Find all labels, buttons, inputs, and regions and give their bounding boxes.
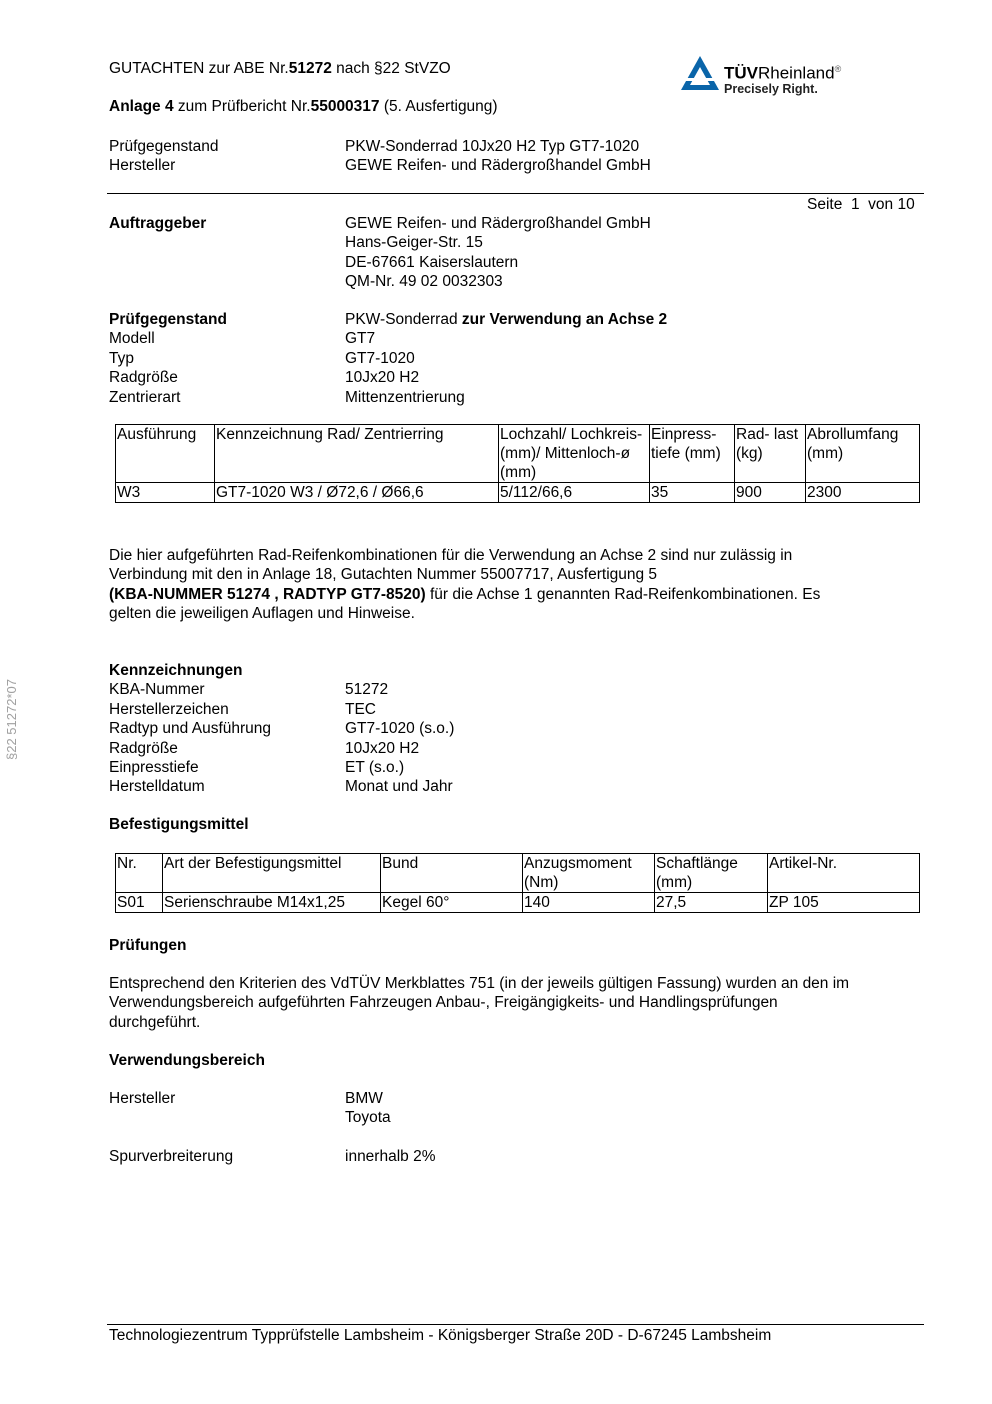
subject-values bbox=[345, 310, 667, 407]
subject-header-values bbox=[345, 137, 651, 176]
table-cell: 140 bbox=[523, 893, 655, 913]
markings-label: Einpresstiefe bbox=[109, 758, 199, 776]
table-header-cell: Artikel-Nr. bbox=[768, 854, 920, 893]
tests-line: durchgeführt. bbox=[109, 1013, 201, 1031]
logo-registered: ® bbox=[834, 64, 842, 74]
axle-note-line: gelten die jeweiligen Auflagen und Hinweise. bbox=[109, 605, 415, 623]
subject-labels bbox=[109, 310, 227, 407]
fasteners-table bbox=[115, 853, 920, 913]
tests-heading-block bbox=[109, 936, 187, 955]
header-title-suffix: nach §22 StVZO bbox=[331, 60, 451, 77]
tuv-logo bbox=[680, 54, 870, 104]
annex-label: Anlage 4 bbox=[109, 98, 174, 115]
kba-reference: (KBA-NUMMER 51274 , RADTYP GT7-8520) bbox=[109, 585, 426, 603]
header-annex bbox=[109, 97, 498, 116]
axle-note-line: Verbindung mit den in Anlage 18, Gutachten Nummer 55007717, Ausfertigung 5 bbox=[109, 566, 658, 584]
logo-brand-rest: Rheinland bbox=[758, 63, 835, 83]
usage-manufacturer: Toyota bbox=[345, 1109, 391, 1127]
table-cell: ZP 105 bbox=[768, 893, 920, 913]
manufacturer-header-value: GEWE Reifen- und Rädergroßhandel GmbH bbox=[345, 157, 651, 175]
usage-manufacturer-label-block bbox=[109, 1089, 175, 1108]
table-cell: 35 bbox=[650, 483, 735, 503]
subject-label: Modell bbox=[109, 330, 155, 348]
logo-brand-bold: TÜV bbox=[724, 63, 758, 83]
wheel-table bbox=[115, 424, 920, 503]
table-header-cell: Rad- last (kg) bbox=[735, 425, 806, 483]
usage-heading: Verwendungsbereich bbox=[109, 1052, 265, 1069]
subject-heading-value-bold: zur Verwendung an Achse 2 bbox=[461, 311, 668, 328]
table-cell: 27,5 bbox=[655, 893, 768, 913]
markings-heading: Kennzeichnungen bbox=[109, 662, 243, 679]
subject-heading: Prüfgegenstand bbox=[109, 311, 227, 328]
subject-label: Typ bbox=[109, 349, 134, 367]
client-label-block bbox=[109, 214, 206, 233]
subject-header-label: Prüfgegenstand bbox=[109, 138, 219, 155]
markings-value: Monat und Jahr bbox=[345, 778, 453, 796]
table-row bbox=[116, 893, 920, 913]
table-cell: W3 bbox=[116, 483, 215, 503]
table-header-cell: Ausführung bbox=[116, 425, 215, 483]
table-header-cell: Art der Befestigungsmittel bbox=[163, 854, 381, 893]
fasteners-heading: Befestigungsmittel bbox=[109, 816, 249, 833]
table-header-cell: Lochzahl/ Lochkreis- (mm)/ Mittenloch-ø (mm) bbox=[499, 425, 650, 483]
client-label: Auftraggeber bbox=[109, 215, 207, 232]
markings-label: Herstelldatum bbox=[109, 778, 205, 796]
abe-number: 51272 bbox=[288, 60, 332, 77]
footer-address: Technologiezentrum Typprüfstelle Lambsheim - Königsberger Straße 20D - D-67245 Lambsheim bbox=[109, 1327, 772, 1344]
client-address bbox=[345, 214, 651, 292]
client-name: GEWE Reifen- und Rädergroßhandel GmbH bbox=[345, 215, 651, 232]
table-header-cell: Schaftlänge (mm) bbox=[655, 854, 768, 893]
usage-heading-block bbox=[109, 1051, 265, 1070]
subject-heading-value bbox=[345, 310, 667, 329]
table-header-cell: Abrollumfang (mm) bbox=[806, 425, 920, 483]
table-header-cell: Anzugsmoment (Nm) bbox=[523, 854, 655, 893]
markings-value: 10Jx20 H2 bbox=[345, 739, 420, 757]
track-widening-value: innerhalb 2% bbox=[345, 1148, 436, 1165]
table-cell: GT7-1020 W3 / Ø72,6 / Ø66,6 bbox=[215, 483, 499, 503]
client-city: DE-67661 Kaiserslautern bbox=[345, 253, 519, 271]
markings-value: 51272 bbox=[345, 681, 389, 699]
logo-tagline: Precisely Right. bbox=[724, 82, 818, 96]
table-header-row bbox=[116, 854, 920, 893]
usage-manufacturers bbox=[345, 1089, 391, 1128]
markings-value: GT7-1020 (s.o.) bbox=[345, 720, 455, 738]
client-street: Hans-Geiger-Str. 15 bbox=[345, 234, 483, 252]
axle-note-line: Die hier aufgeführten Rad-Reifenkombinationen für die Verwendung an Achse 2 sind nur zulässig in bbox=[109, 547, 793, 564]
subject-label: Radgröße bbox=[109, 369, 178, 387]
manufacturer-header-label: Hersteller bbox=[109, 157, 176, 175]
axle-note bbox=[109, 546, 820, 624]
side-mark-text: §22 51272*07 bbox=[4, 679, 19, 760]
markings-value: TEC bbox=[345, 700, 376, 718]
table-cell: 900 bbox=[735, 483, 806, 503]
table-cell: 2300 bbox=[806, 483, 920, 503]
footer-divider bbox=[107, 1324, 924, 1325]
table-header-row bbox=[116, 425, 920, 483]
subject-value: Mittenzentrierung bbox=[345, 388, 465, 406]
table-row bbox=[116, 483, 920, 503]
annex-middle: zum Prüfbericht Nr. bbox=[173, 98, 311, 115]
header-divider bbox=[107, 193, 924, 194]
tests-line: Verwendungsbereich aufgeführten Fahrzeugen Anbau-, Freigängigkeits- und Handlingsprüfungen bbox=[109, 994, 778, 1012]
tuv-triangle-logo-icon bbox=[680, 54, 720, 94]
subject-heading-value-prefix: PKW-Sonderrad bbox=[345, 311, 462, 328]
annex-suffix: (5. Ausfertigung) bbox=[379, 98, 498, 115]
markings-values bbox=[345, 680, 454, 796]
header-title bbox=[109, 59, 451, 78]
fasteners-heading-block bbox=[109, 815, 249, 834]
tests-paragraph bbox=[109, 974, 849, 1032]
client-qm-number: QM-Nr. 49 02 0032303 bbox=[345, 273, 503, 291]
track-widening-label: Spurverbreiterung bbox=[109, 1148, 234, 1165]
subject-value: GT7-1020 bbox=[345, 349, 415, 367]
table-cell: Kegel 60° bbox=[381, 893, 523, 913]
subject-value: GT7 bbox=[345, 330, 376, 348]
table-cell: S01 bbox=[116, 893, 163, 913]
table-header-cell: Kennzeichnung Rad/ Zentrierring bbox=[215, 425, 499, 483]
markings-label: Radgröße bbox=[109, 739, 178, 757]
table-cell: Serienschraube M14x1,25 bbox=[163, 893, 381, 913]
subject-header-labels bbox=[109, 137, 218, 176]
table-cell: 5/112/66,6 bbox=[499, 483, 650, 503]
markings-label: KBA-Nummer bbox=[109, 681, 205, 699]
usage-manufacturer: BMW bbox=[345, 1090, 383, 1107]
tests-line: Entsprechend den Kriterien des VdTÜV Merkblattes 751 (in der jeweils gültigen Fassung) wurden an den im bbox=[109, 975, 850, 992]
markings-value: ET (s.o.) bbox=[345, 758, 405, 776]
axle-note-line bbox=[109, 585, 820, 604]
track-value-block bbox=[345, 1147, 435, 1166]
table-header-cell: Nr. bbox=[116, 854, 163, 893]
axle-note-rest: für die Achse 1 genannten Rad-Reifenkombinationen. Es bbox=[425, 585, 821, 603]
subject-header-value: PKW-Sonderrad 10Jx20 H2 Typ GT7-1020 bbox=[345, 138, 640, 155]
report-number: 55000317 bbox=[310, 98, 380, 115]
markings-label: Radtyp und Ausführung bbox=[109, 720, 272, 738]
page-number: Seite 1 von 10 bbox=[807, 196, 915, 213]
subject-label: Zentrierart bbox=[109, 388, 181, 406]
header-title-prefix: GUTACHTEN zur ABE Nr. bbox=[109, 60, 289, 77]
track-label-block bbox=[109, 1147, 233, 1166]
tests-heading: Prüfungen bbox=[109, 937, 187, 954]
subject-value: 10Jx20 H2 bbox=[345, 369, 420, 387]
markings-labels bbox=[109, 661, 271, 797]
markings-label: Herstellerzeichen bbox=[109, 700, 229, 718]
table-header-cell: Bund bbox=[381, 854, 523, 893]
usage-manufacturer-label: Hersteller bbox=[109, 1090, 176, 1107]
table-header-cell: Einpress-tiefe (mm) bbox=[650, 425, 735, 483]
